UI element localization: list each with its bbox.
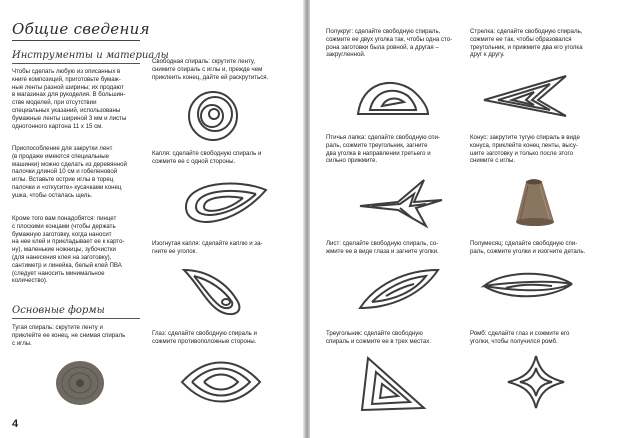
left-page	[0, 0, 305, 438]
extras-text: Кроме того вам понадобятся: пинцет с плоскими концами (чтобы держать бумажную заготовку, когда наносит на нее клей и прикладывает ее к карто- ну), маленькие ножницы, зубочистки (для нанесения клея на заготовку), сантиметр и линейка, белый клей ПВА (следует наносить минимальное количество).	[12, 215, 125, 285]
arrow-figure	[480, 70, 570, 120]
tools-heading-underline	[12, 63, 140, 64]
drop-text: Капля: сделайте свободную спираль и сожмите ее с одной стороны.	[152, 150, 262, 165]
free-spiral-text: Свободная спираль: скрутите ленту, снимите спираль с иглы и, прежде чем приклеить конец, дайте ей раскрутиться.	[152, 58, 269, 81]
half-circle-text: Полукруг: сделайте свободную спираль, сожмите ее двух уголка так, чтобы одна сто- рона заготовки была ровной, а другая – закругленной.	[326, 28, 453, 59]
crescent-text: Полумесяц: сделайте свободную спи- раль, сожмите уголки и изогните деталь.	[470, 240, 586, 255]
rhombus-figure	[506, 354, 566, 410]
free-spiral-figure	[178, 88, 248, 143]
arrow-text: Стрелка: сделайте свободную спираль, сожмите ее так, чтобы образовался треугольник, и прижмите два его уголка друг к другу.	[470, 28, 583, 59]
eye-text: Глаз: сделайте свободную спираль и сожмите противоположные стороны.	[152, 330, 257, 345]
forms-heading-underline	[12, 318, 140, 319]
bird-foot-figure	[354, 176, 444, 228]
leaf-figure	[356, 264, 442, 314]
drop-figure	[178, 180, 268, 230]
bird-foot-text: Птичья лапка: сделайте свободную спи- раль, сожмите треугольник, загните два уголка в направлении третьего и сильно прижмите.	[326, 134, 441, 165]
leaf-text: Лист: сделайте свободную спираль, со- жмите ее в виде глаза и загните уголки.	[326, 240, 439, 255]
tight-spiral-text: Тугая спираль: скрутите ленту и приклейте ее конец, не снимая спираль с иглы.	[12, 324, 126, 347]
half-circle-figure	[352, 72, 432, 122]
rhombus-text: Ромб: сделайте глаз и сожмите его уголки, чтобы получился ромб.	[470, 330, 570, 345]
page-number: 4	[12, 418, 19, 430]
triangle-text: Треугольник: сделайте свободную спираль и сожмите ее в трех местах.	[326, 330, 432, 345]
curved-drop-figure	[178, 262, 258, 322]
eye-figure	[178, 358, 263, 406]
cone-text: Конус: закрутите тугую спираль в виде конуса, приклейте конец ленты, высу- шите заготовку и только после этого снимите с иглы.	[470, 134, 580, 165]
crescent-figure	[480, 266, 576, 306]
tight-spiral-figure	[50, 358, 110, 408]
intro-text: Чтобы сделать любую из описанных в книге композиций, приготовьте бумаж- ные ленты разной ширины; их продают в магазинах для рукоделия. В большин- стве моделей, при отсутствии специальных указаний, использованы бумажные ленты шириной 3 мм и листы однотонного картона 11 x 15 см.	[12, 68, 127, 130]
heading-underline	[12, 40, 140, 41]
cone-figure	[506, 174, 562, 230]
triangle-figure	[358, 354, 428, 414]
tools-heading: Инструменты и материалы	[12, 50, 169, 61]
curved-drop-text: Изогнутая капля: сделайте каплю и за- гните ее уголок.	[152, 240, 263, 255]
right-page	[310, 0, 620, 438]
device-text: Приспособление для закрутки лент (в продаже имеются специальные машинки) можно сделать из деревянной палочки длиной 10 см и гобеленовой иглы. Вставьте острие иглы в торец палочки и «откусите» кусачками конец ушка, чтобы осталась щель.	[12, 145, 127, 199]
forms-heading: Основные формы	[12, 305, 105, 316]
page-heading: Общие сведения	[12, 20, 150, 38]
